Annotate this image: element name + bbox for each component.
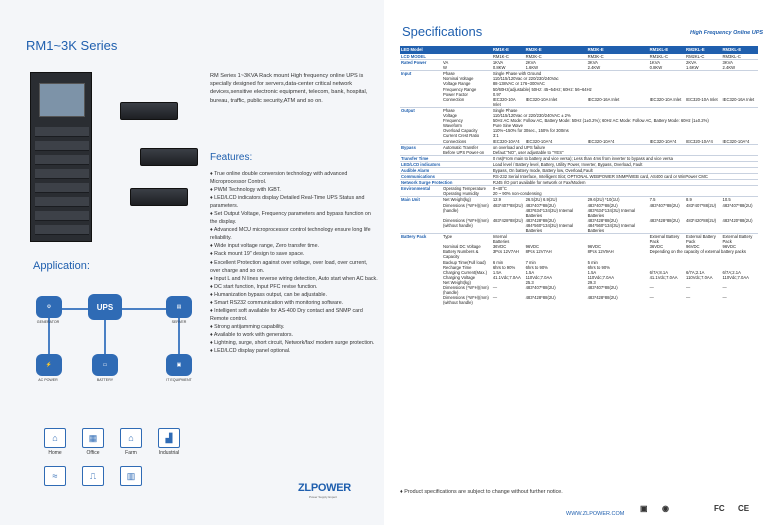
cell: 88-138VAC or 176~300VAC <box>492 81 545 87</box>
cell: Voltage Range <box>443 81 471 87</box>
cell: External Battery Pack <box>649 234 685 245</box>
cell: RS-232 Serial Interface, Intelligent Slot; OPTIONAL WEBPOWER SNMP/WEB card, AS400 card or WinPower CMC <box>492 174 758 180</box>
cell: IEC320-10A*4 <box>587 138 615 144</box>
cell: 6/7A;2.1A <box>722 269 741 275</box>
generator-label: GENERATOR <box>36 320 60 324</box>
cell: 3Pcs 12V7AH <box>492 249 519 255</box>
rack-cabinet-image <box>30 72 92 242</box>
cell: 41.1Vdc;7.0AA <box>492 274 521 280</box>
cell: 1.6KW <box>525 65 539 71</box>
cell: Nominal Voltage <box>443 76 474 82</box>
specifications-title: Specifications <box>402 24 483 39</box>
cell: RM1K-C <box>492 54 509 59</box>
cell: Defaut:"NO", user adjustable to "YES" <box>492 149 564 155</box>
cell: 1.5A <box>525 269 535 275</box>
rack-unit <box>35 211 89 221</box>
cell: 6hrs to 90% <box>525 264 548 270</box>
header-cell: RM1KL-E <box>649 46 685 54</box>
section-label: Main Unit <box>400 197 442 203</box>
cell: 483*420*88(2U) <box>722 217 753 223</box>
cell: 96VDC <box>525 244 540 250</box>
rack-monitor <box>39 83 85 117</box>
cell: 2KVA <box>525 60 587 66</box>
cell: — <box>722 285 727 291</box>
cell: Nominal DC Voltage <box>443 244 481 250</box>
brand-slogan: Power Supply Expert <box>309 495 338 499</box>
cell: IEC320-10A Inlet <box>525 96 558 102</box>
cell: 483*428*88(2U) <box>649 217 680 223</box>
feature-item: ♦ Excellent Protection against over voltage, over load, over current, over charge and so on. <box>210 259 368 274</box>
feature-item: ♦ Input L and N lines reverse wiring detection, Auto start when AC back. <box>210 275 378 282</box>
application-icons <box>44 428 194 508</box>
cell: Recharge Time <box>443 264 472 270</box>
cell: IEC320-10A Inlet <box>492 96 516 107</box>
cell <box>587 234 649 245</box>
cell: 483*407*88(2U) <box>492 202 523 208</box>
cell: IEC320-10A Inlet <box>649 96 682 102</box>
cell: — <box>492 285 498 291</box>
cell: 3:1 <box>492 133 499 139</box>
cell: Dimensions (*W*H)(mm) (handle) <box>443 285 489 296</box>
cell: 96VDC <box>587 244 602 250</box>
cell: — <box>649 295 654 301</box>
cell: Single Phase <box>492 107 758 113</box>
cell: Charging Voltage <box>443 274 476 280</box>
table-row <box>400 285 758 295</box>
cell: on overload and UPS failure <box>492 144 758 150</box>
cell: 483*407*88(2U) <box>686 202 717 208</box>
office-icon: ▦ <box>82 428 104 448</box>
section-label: LED/LCD indicators <box>400 161 492 167</box>
rack-unit <box>35 127 89 137</box>
cell: 2KVA <box>685 60 721 66</box>
feature-item: ♦ Available to work with generators. <box>210 331 293 338</box>
cell: RM2KL-C <box>686 54 705 59</box>
cell: 483*428*88(2U) <box>587 295 618 301</box>
rack-unit <box>35 169 89 179</box>
cell: 10.5 <box>722 197 759 203</box>
cell: RM3K-C <box>587 54 604 59</box>
website-link[interactable]: WWW.ZLPOWER.COM <box>566 511 625 517</box>
rack-unit <box>35 197 89 207</box>
section-label: Audible Alarm <box>400 167 492 173</box>
cell: 0 ms(From main to battery and vice versa); Less than 4ms from inverter to bypass and vice versa <box>492 155 758 161</box>
spec-table <box>400 46 758 305</box>
brand-logo: ZLPOWER <box>298 482 351 494</box>
hospital-icon: ▥ <box>120 466 142 486</box>
cell: IEC320-10A Inlet <box>686 96 718 102</box>
telecom-icon: ⎍ <box>82 466 104 486</box>
spec-subtitle: High Frequency Online UPS <box>690 30 764 36</box>
app-label-farm: Farm <box>125 450 137 456</box>
cell: — <box>722 295 727 301</box>
feature-item: ♦ Smart RS232 communication with monitoring software. <box>210 299 344 306</box>
section-label: Input <box>400 71 442 77</box>
features-title: Features: <box>210 152 253 163</box>
cell: 110Vdc;7.0AA <box>686 274 713 280</box>
cell: 0.97 <box>492 91 501 97</box>
feature-item: ♦ LED/LCD indicators display Detailed Real-Time UPS Status and parameters. <box>210 195 365 210</box>
intro-text: RM Series 1~3KVA Rack mount High frequency online UPS is specially designed for servers,data-center critical network devices,sensitive electronic equipment, telecom, bank, hospital, bureau, traffic, public security,ATM and so on. <box>210 73 368 104</box>
ups-unit-image <box>140 148 198 166</box>
power-tower-icon: ⚡ <box>36 354 62 376</box>
cell: Dimensions (*W*H)(mm) (without handle) <box>443 295 489 306</box>
cell <box>525 234 587 245</box>
cell: 1KVA <box>492 60 525 66</box>
cell: IEC320-16A Inlet <box>722 96 755 102</box>
cell: Depending on the capacity of external battery packs <box>649 249 746 255</box>
cell: 96VDC <box>722 244 736 250</box>
cell: 6hrs to 90% <box>587 264 610 270</box>
cell: Current Crest Ratio <box>443 133 480 139</box>
cell: Dimensions (*W*H)(mm) (handle) <box>443 202 489 213</box>
cell: 0.8KW <box>649 65 663 71</box>
cell: 110Vdc;7.0AA <box>525 274 553 280</box>
cell: 483*407*88(2U) <box>525 285 556 291</box>
server-icon: ▤ <box>166 296 192 318</box>
cell: IEC320-10A*4 <box>722 138 750 144</box>
cell: 483*428*88(2U) 484*560*134(3U) Internal Batteries <box>525 217 574 233</box>
feature-item: ♦ True online double conversion technology with advanced Microprocessor Control. <box>210 171 348 186</box>
battery-label: BATTERY <box>96 378 114 382</box>
cell: IEC320-10A*4 <box>525 138 553 144</box>
cell: W <box>443 65 447 71</box>
rack-unit <box>35 225 89 235</box>
features-list <box>210 170 378 355</box>
cell: Voltage <box>443 113 457 119</box>
ups-node: UPS <box>88 294 122 320</box>
section-label: Network Surge Protection <box>400 180 492 186</box>
cell: 50/60Hz(adjustable) 50Hz: 45~54Hz; 60Hz: 56~64Hz <box>492 86 592 92</box>
cell: 2.4KW <box>587 65 601 71</box>
cell: 29.6(2U) *10(1U) <box>587 197 649 203</box>
cell: 3KVA <box>722 60 759 66</box>
cell: 110/115/120Vac or 220/230/240Vac <box>492 76 559 82</box>
industrial-icon: ▟ <box>158 428 180 448</box>
cell: Frequency Range <box>443 86 477 92</box>
cell: IEC320-10A*4 <box>686 138 713 144</box>
section-label: Bypass <box>400 144 442 150</box>
cell: 483*428*88(2U) <box>525 295 556 301</box>
cell: Phase <box>442 71 492 77</box>
cell: 483*407*88(2U) <box>649 202 680 208</box>
cell: RM1KL-C <box>649 54 668 59</box>
cell: 110Vdc;7.0AA <box>722 274 749 280</box>
cell: 0~40°C <box>492 186 758 192</box>
cell: External Battery Pack <box>722 234 759 245</box>
cell: 96VDC <box>686 244 700 250</box>
cell: 110%~150% for 30sec., 150% for 300ms <box>492 128 569 134</box>
fc-mark: FC <box>714 504 725 513</box>
cell: 1.5A <box>492 269 502 275</box>
feature-item: ♦ Intelligent soft available for AS-400 Dry contact and SNMP card Remote control. <box>210 307 363 322</box>
cell: — <box>686 295 691 301</box>
cell: 7 min <box>525 259 536 265</box>
section-label: Communications <box>400 174 492 180</box>
cell: Type <box>442 234 492 245</box>
cell: 483*407*88(2U) 483*634*134(3U) Internal Batteries <box>587 202 636 218</box>
feature-item: ♦ Set Output Voltage, Frequency parameters and bypass function on the display. <box>210 211 371 226</box>
cell: 8Pcs 12V7AH <box>525 249 552 255</box>
table-row <box>400 97 758 108</box>
series-title: RM1~3K Series <box>26 38 118 53</box>
section-label: Environmental <box>400 186 442 192</box>
farm-icon: ⌂ <box>120 428 142 448</box>
feature-item: ♦ Humanization bypass output, can be adjustable. <box>210 291 327 298</box>
section-label: Transfer Time <box>400 155 492 161</box>
cell: Charging Current(Max.) <box>443 269 487 275</box>
rack-unit <box>35 141 89 151</box>
rack-unit <box>35 183 89 193</box>
cell: 110Vdc;7.0AA <box>587 274 615 280</box>
cell: 41.1Vdc;7.0AA <box>649 274 678 280</box>
cell: 1KVA <box>649 60 685 66</box>
feature-item: ♦ Rack mount 19" design to save space. <box>210 251 305 258</box>
cell: 7.5 <box>649 197 685 203</box>
app-label-home: Home <box>48 450 62 456</box>
feature-item: ♦ LED/LCD display panel optional. <box>210 348 291 355</box>
cell: Before UPS Power-on <box>443 149 485 155</box>
table-row <box>400 295 758 305</box>
cell: 12.9 <box>492 197 525 203</box>
table-header-row <box>400 46 758 54</box>
table-row <box>400 249 758 259</box>
cell: 0.8KW <box>492 65 506 71</box>
cell: Battery Numbers & Capacity <box>443 249 479 260</box>
cell: 36VDC <box>492 244 507 250</box>
header-cell: RM3KL-E <box>722 46 759 54</box>
cell: Single Phase with Ground <box>492 71 758 77</box>
cell: 26.5(2U) 6.9(2U) <box>525 197 587 203</box>
cell: Automatic Transfer <box>442 144 492 150</box>
cell: 8.9 <box>685 197 721 203</box>
table-row <box>400 218 758 234</box>
cell: Operating Humidity <box>443 191 479 197</box>
table-row <box>400 203 758 218</box>
cell: — <box>649 285 654 291</box>
cell: Pure Sine Wave <box>492 123 523 129</box>
cell: Overload Capacity <box>443 128 478 134</box>
equipment-icon: ▣ <box>166 354 192 376</box>
certification-badge: ▣ <box>640 504 648 513</box>
cell: IEC320-10A*4 <box>492 138 520 144</box>
header-cell: RM2KL-E <box>685 46 721 54</box>
server-label: SERVER <box>171 320 187 324</box>
cell: Load level / Battery level, Battery, Utility Power, Inverter, Bypass, Overload, Fault <box>492 161 758 167</box>
cell: Internal Batteries <box>492 234 525 245</box>
section-label: Battery Pack <box>400 234 442 245</box>
cell: IEC320-16A Inlet <box>587 96 620 102</box>
header-cell: RM2K-E <box>525 46 587 54</box>
cell: 25.3 <box>525 279 534 285</box>
footnote: ♦ Product specifications are subject to change without further notice. <box>400 489 563 495</box>
cell: Net Weight(kg) <box>442 197 492 203</box>
cell: 6/7A;2.1A <box>686 269 705 275</box>
cell: 6 min <box>492 259 504 265</box>
section-label: Output <box>400 107 442 113</box>
feature-item: ♦ Advanced MCU microprocessor control technology ensure long life reliability. <box>210 227 371 242</box>
cell: — <box>492 295 498 301</box>
cell: 50Hz AC Mode: Follow AC, Battery Mode: 50Hz (1±0.2%); 60Hz AC Mode: Follow AC, Battery Mode: 60Hz (1±0.2%) <box>492 118 709 124</box>
cell: IEC320-10A*4 <box>649 138 677 144</box>
cell: Frequency <box>443 118 463 124</box>
ce-mark: CE <box>738 504 750 513</box>
cell: — <box>686 285 691 291</box>
application-diagram <box>30 280 200 420</box>
cell: 110/115/120Vac or 220/230/240VAC ± 2% <box>492 113 571 119</box>
header-cell: LED Model <box>400 46 492 54</box>
cell: Phase <box>442 107 492 113</box>
ups-unit-image <box>130 188 188 206</box>
power-label: AC POWER <box>38 378 58 382</box>
cell: Waveform <box>443 123 462 129</box>
cell: 1.5A <box>587 269 597 275</box>
header-cell: RM1K-E <box>492 46 525 54</box>
cell: Power Factor <box>443 91 468 97</box>
feature-item: ♦ PWM Technology with IGBT. <box>210 187 281 194</box>
bank-icon: ≈ <box>44 466 66 486</box>
row-label: LCD MODEL <box>401 54 426 59</box>
equipment-label: IT EQUIPMENT <box>166 378 192 382</box>
home-icon: ⌂ <box>44 428 66 448</box>
feature-item: ♦ Wide input voltage range, Zero transfer time. <box>210 243 319 250</box>
cell: 483*420*88(2U) <box>686 217 717 223</box>
cell: Connection <box>443 96 465 102</box>
feature-item: ♦ DC start function, Input PFC revise function. <box>210 283 318 290</box>
cell: Bypass, On battery mode, Battery low, Overload,Fault <box>492 167 758 173</box>
cell: 6hrs to 90% <box>492 264 516 270</box>
cell: 6/7A;8.1A <box>649 269 668 275</box>
cell: 36VDC <box>649 244 664 250</box>
battery-icon: ▭ <box>92 354 118 376</box>
cell: RM3KL-C <box>722 54 741 59</box>
cell: 483*428*88(2U) <box>492 217 523 223</box>
cell: VA <box>442 60 492 66</box>
header-cell: RM3K-E <box>587 46 649 54</box>
cell: External Battery Pack <box>685 234 721 245</box>
cell: Dimensions (*W*H)(mm) (without handle) <box>443 217 489 228</box>
cell: Backup Time(Full load) <box>443 259 486 265</box>
section-label: Rated Power <box>400 60 442 66</box>
cell: 483*407*88(2U) 483*634*134(3U) Internal Batteries <box>525 202 574 218</box>
cell: Operating Temperature <box>442 186 492 192</box>
cell: Connections <box>443 138 467 144</box>
table-row <box>400 234 758 245</box>
cell: RJ45 I/O port available for network or Fax/Modem <box>492 180 758 186</box>
application-title: Application: <box>33 260 90 272</box>
cell: 5 min <box>587 259 598 265</box>
cell: 29.3 <box>587 279 596 285</box>
cell: 483*428*88(2U) 484*560*134(3U) Internal Batteries <box>587 217 636 233</box>
app-label-office: Office <box>86 450 100 456</box>
cell: RM2K-C <box>525 54 542 59</box>
rack-unit <box>35 155 89 165</box>
cell: 3KVA <box>587 60 649 66</box>
ups-unit-image <box>120 102 178 120</box>
generator-icon: ⚙ <box>36 296 62 318</box>
cell: 483*407*88(2U) <box>722 202 753 208</box>
feature-item: ♦ Strong antijamming capability. <box>210 323 285 330</box>
cell: 1.6KW <box>686 65 699 71</box>
cell: 2.4KW <box>722 65 736 71</box>
feature-item: ♦ Lightning, surge, short circuit, Network/fax/ modem surge protection. <box>210 339 375 346</box>
certification-badge: ◉ <box>662 504 669 513</box>
cell: 20 ~ 90% non-condensing <box>492 191 542 197</box>
app-label-industrial: Industrial <box>158 450 180 456</box>
cell: 8Pcs 12V9AH <box>587 249 614 255</box>
cell: Net Weight(kg) <box>443 279 471 285</box>
cell: 483*407*88(2U) <box>587 285 618 291</box>
